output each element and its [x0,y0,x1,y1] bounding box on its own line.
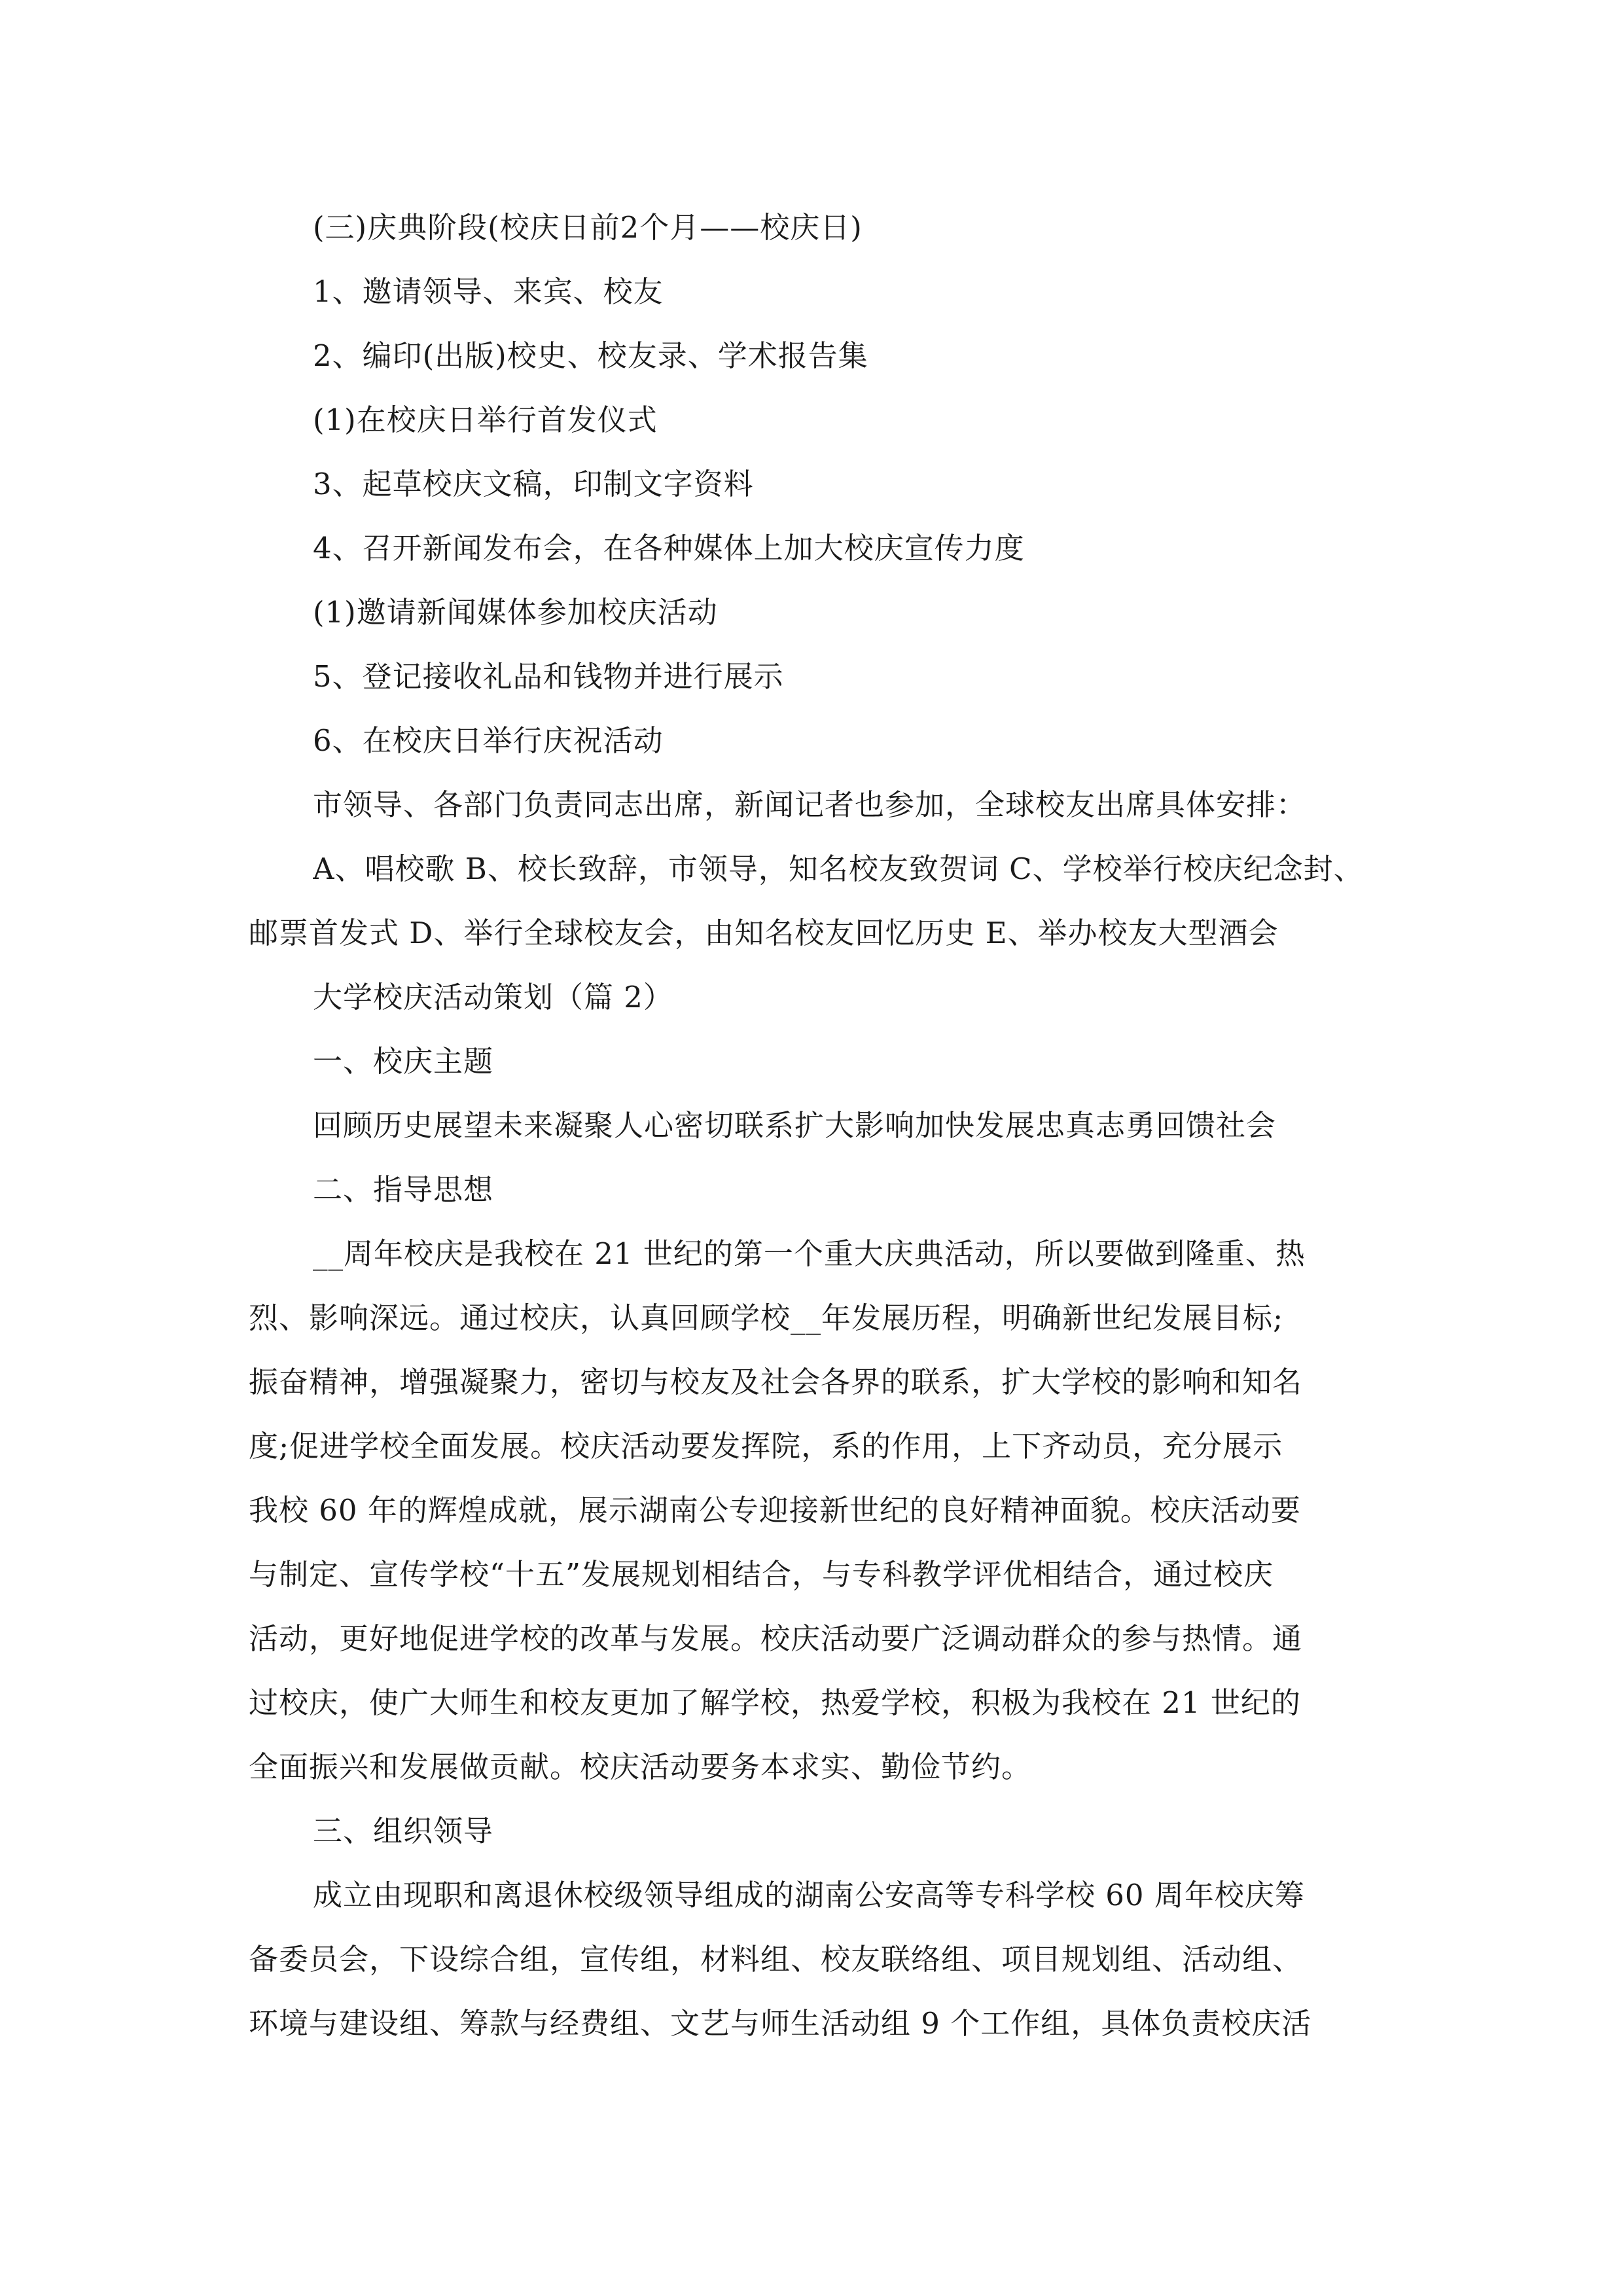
article-title: 大学校庆活动策划（篇 2） [313,980,673,1014]
list-item: 4、召开新闻发布会，在各种媒体上加大校庆宣传力度 [313,531,1025,565]
paragraph-line: 活动，更好地促进学校的改革与发展。校庆活动要广泛调动群众的参与热情。通 [249,1621,1303,1656]
section-heading: 二、指导思想 [313,1172,494,1207]
list-item: 6、在校庆日举行庆祝活动 [313,723,664,758]
paragraph-line: 回顾历史展望未来凝聚人心密切联系扩大影响加快发展忠真志勇回馈社会 [313,1108,1277,1143]
section-heading: (三)庆典阶段(校庆日前2个月——校庆日) [313,210,863,245]
paragraph-line: 邮票首发式 D、举行全球校友会，由知名校友回忆历史 E、举办校友大型酒会 [249,916,1279,950]
list-item: 5、登记接收礼品和钱物并进行展示 [313,659,784,694]
paragraph-line: 环境与建设组、筹款与经费组、文艺与师生活动组 9 个工作组，具体负责校庆活 [249,2006,1312,2041]
section-heading: 三、组织领导 [313,1814,494,1848]
paragraph-line: 成立由现职和离退休校级领导组成的湖南公安高等专科学校 60 周年校庆筹 [313,1878,1305,1912]
paragraph-line: __周年校庆是我校在 21 世纪的第一个重大庆典活动，所以要做到隆重、热 [313,1236,1306,1271]
list-item: 2、编印(出版)校史、校友录、学术报告集 [313,338,868,373]
paragraph-line: 市领导、各部门负责同志出席，新闻记者也参加，全球校友出席具体安排： [313,787,1307,822]
list-item: (1)在校庆日举行首发仪式 [313,403,658,437]
paragraph-line: 振奋精神，增强凝聚力，密切与校友及社会各界的联系，扩大学校的影响和知名 [249,1365,1303,1399]
paragraph-line: 备委员会，下设综合组，宣传组，材料组、校友联络组、项目规划组、活动组、 [249,1942,1303,1977]
paragraph-line: 过校庆，使广大师生和校友更加了解学校，热爱学校，积极为我校在 21 世纪的 [249,1685,1301,1720]
paragraph-line: 烈、影响深远。通过校庆，认真回顾学校__年发展历程，明确新世纪发展目标; [249,1300,1284,1335]
paragraph-line: 度;促进学校全面发展。校庆活动要发挥院，系的作用，上下齐动员，充分展示 [249,1429,1283,1463]
paragraph-line: 全面振兴和发展做贡献。校庆活动要务本求实、勤俭节约。 [249,1749,1032,1784]
section-heading: 一、校庆主题 [313,1044,494,1079]
paragraph-line: A、唱校歌 B、校长致辞，市领导，知名校友致贺词 C、学校举行校庆纪念封、 [313,852,1364,886]
paragraph-line: 与制定、宣传学校“十五”发展规划相结合，与专科教学评优相结合，通过校庆 [249,1557,1274,1592]
list-item: 3、起草校庆文稿，印制文字资料 [313,467,754,501]
paragraph-line: 我校 60 年的辉煌成就，展示湖南公专迎接新世纪的良好精神面貌。校庆活动要 [249,1493,1301,1528]
list-item: 1、邀请领导、来宾、校友 [313,274,664,309]
list-item: (1)邀请新闻媒体参加校庆活动 [313,595,718,630]
